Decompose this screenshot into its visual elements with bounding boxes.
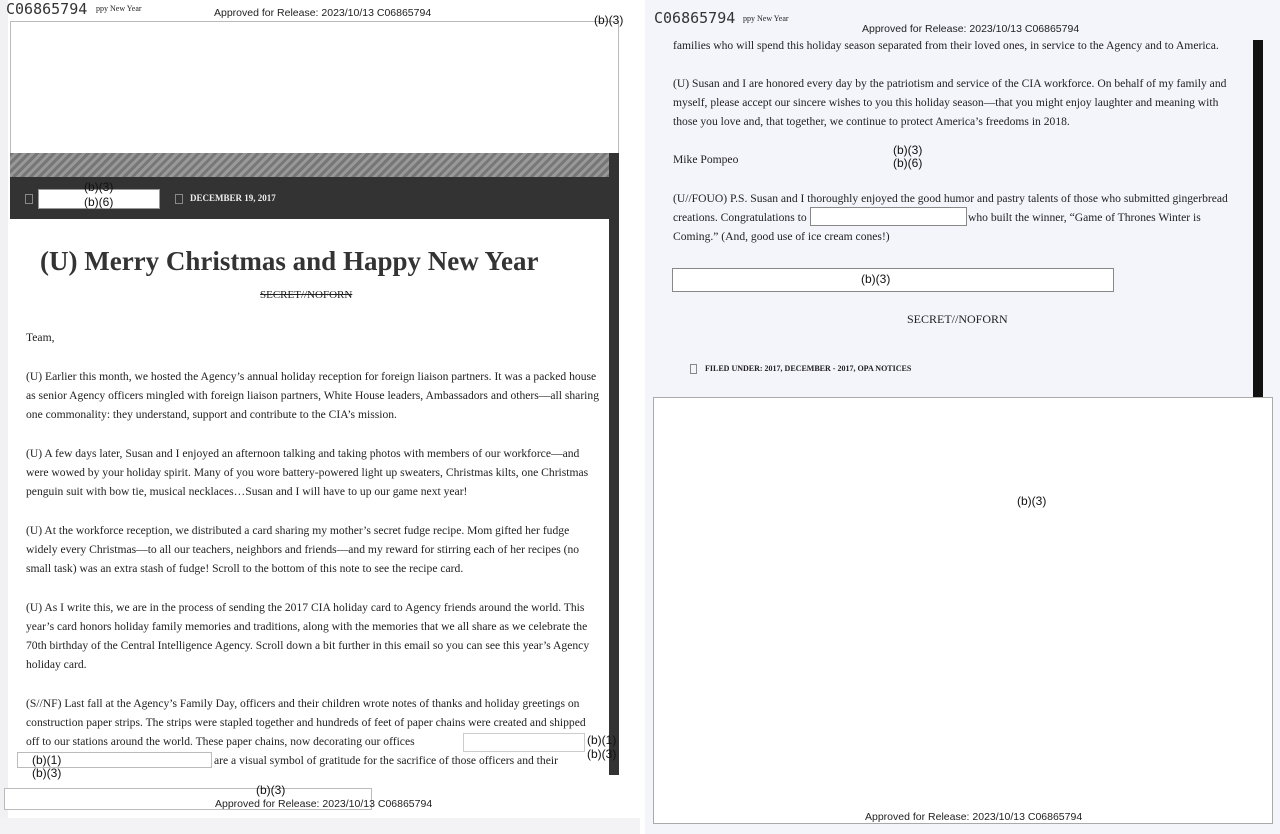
right-page: C06865794 ppy New Year Approved for Release: 2023/10/13 C06865794 families who will spend this holiday season separated from their loved ones, in service to the Agency and to America. (U) Susan and I are honored every day by the patriotism and service of the CIA workforce. On behalf of my family and myself, please accept our sincere wishes to you this holiday season—that you might enjoy laughter and meaning with those you love and, that together, we continue to protect America’s freedoms in 2018. Mike Pompeo (b)(3) (b)(6) (U//FOUO) P.S. Susan and I thoroughly enjoyed the good humor and pastry talents of those who submitted gingerbread creations. Congratulations to who built the winner, “Game of Thrones Winter is Coming.” (And, good use of ice cream cones!) (b)(3) SECRET//NOFORN FILED UNDER: 2017, DECEMBER - 2017, OPA NOTICES (b)(3) Approved for Release: 2023/10/13 C06865794 (645, 0, 1280, 834)
post-date: DECEMBER 19, 2017 (190, 193, 276, 203)
classification: SECRET//NOFORN (907, 312, 1008, 326)
paragraph: (U) Susan and I are honored every day by the patriotism and service of the CIA workforce. On behalf of my family and myself, please accept our sincere wishes to you this holiday season—that you might enjoy laughter and meaning with those you love and, that together, we continue to protect America’s freedoms in 2018. (673, 77, 1227, 128)
paragraph: (U) At the workforce reception, we distributed a card sharing my mother’s secret fudge recipe. Mom gifted her fudge widely every Christmas—to all our teachers, neighbors and friends—and my reward for stirring each of her recipes (no small task) was an extra stash of fudge! Scroll to the bottom of this note to see the recipe card. (26, 524, 580, 575)
folder-icon (690, 364, 697, 374)
filed-under: FILED UNDER: 2017, DECEMBER - 2017, OPA NOTICES (705, 364, 912, 373)
paragraph: (U) As I write this, we are in the process of sending the 2017 CIA holiday card to Agency friends around the world. This year’s card honors holiday family memories and traditions, along with the memories that we all share as we celebrate the 70th birthday of the Central Intelligence Agency. Scroll down a bit further in this email so you can see this year’s Agency holiday card. (26, 601, 590, 671)
greeting: Team, (26, 331, 55, 344)
header-band (10, 153, 609, 177)
doc-id: C06865794 (6, 0, 88, 18)
left-page: C06865794 ppy New Year Approved for Release: 2023/10/13 C06865794 (b)(3) (b)(3) (b)(6) DECEMBER 19, 2017 (U) Merry Christmas and Happy New Year SECRET//NOFORN Team, (U) Earlier this month, we hosted the Agency’s annual holiday reception for foreign liaison partners. It was a packed house as senior Agency officers mingled with foreign liaison partners, White House leaders, Ambassadors and others—all sharing one commonality: they understand, support and contribute to the CIA’s mission. (U) A few days later, Susan and I enjoyed an afternoon talking and taking photos with members of our workforce—and were wowed by your holiday spirit. Many of you wore battery-powered light up sweaters, Christmas kilts, one Christmas penguin suit with bow tie, musical necklaces…Susan and I will have to up our game next year! (U) At the workforce reception, we distributed a card sharing my mother’s secret fudge recipe. Mom gifted her fudge widely every Christmas—to all our teachers, neighbors and friends—and my reward for stirring each of her recipes (no small task) was an extra stash of fudge! Scroll to the bottom of this note to see the recipe card. (U) As I write this, we are in the process of sending the 2017 CIA holiday card to Agency friends around the world. This year’s card honors holiday family memories and traditions, along with the memories that we all share as we celebrate the 70th birthday of the Central Intelligence Agency. Scroll down a bit further in this email so you can see this year’s Agency holiday card. (S//NF) Last fall at the Agency’s Family Day, officers and their children wrote notes of thanks and holiday greetings on construction paper strips. The strips were stapled together and hundreds of feet of paper chains were created and shipped off to our stations around the world. These paper chains, now decorating our offices (b)(1) (b)(3) (b)(1) (b)(3) are a visual symbol of gratitude for the sacrifice of those officers and their (b)(3) Approved for Release: 2023/10/13 C06865794 (0, 0, 640, 834)
paragraph: (S//NF) Last fall at the Agency’s Family Day, officers and their children wrote notes of thanks and holiday greetings on construction paper strips. The strips were stapled together and hundreds of feet of paper chains were created and shipped off to our stations around the world. These paper chains, now decorating our offices (26, 697, 586, 748)
paragraph: (U) Earlier this month, we hosted the Agency’s annual holiday reception for foreign liaison partners. It was a packed house as senior Agency officers mingled with foreign liaison partners, White House leaders, Ambassadors and others—all sharing one commonality: they understand, support and contribute to the CIA’s mission. (26, 370, 600, 421)
calendar-icon (175, 194, 183, 204)
classification: SECRET//NOFORN (260, 289, 353, 301)
approved-footer: Approved for Release: 2023/10/13 C06865794 (215, 798, 433, 810)
redaction-code: (b)(3) (594, 13, 624, 27)
redaction-banner (10, 21, 619, 154)
approved-header: Approved for Release: 2023/10/13 C06865794 (214, 7, 432, 19)
author-icon (25, 194, 33, 204)
paragraph: (U) A few days later, Susan and I enjoyed an afternoon talking and taking photos with members of our workforce—and were wowed by your holiday spirit. Many of you wore battery-powered light up sweaters, Christmas kilts, one Christmas penguin suit with bow tie, musical necklaces…Susan and I will have to up our game next year! (26, 447, 589, 498)
header-fragment: ppy New Year (96, 4, 142, 13)
page-title: (U) Merry Christmas and Happy New Year (40, 246, 539, 276)
signature: Mike Pompeo (673, 153, 739, 166)
redaction-block (653, 397, 1273, 824)
